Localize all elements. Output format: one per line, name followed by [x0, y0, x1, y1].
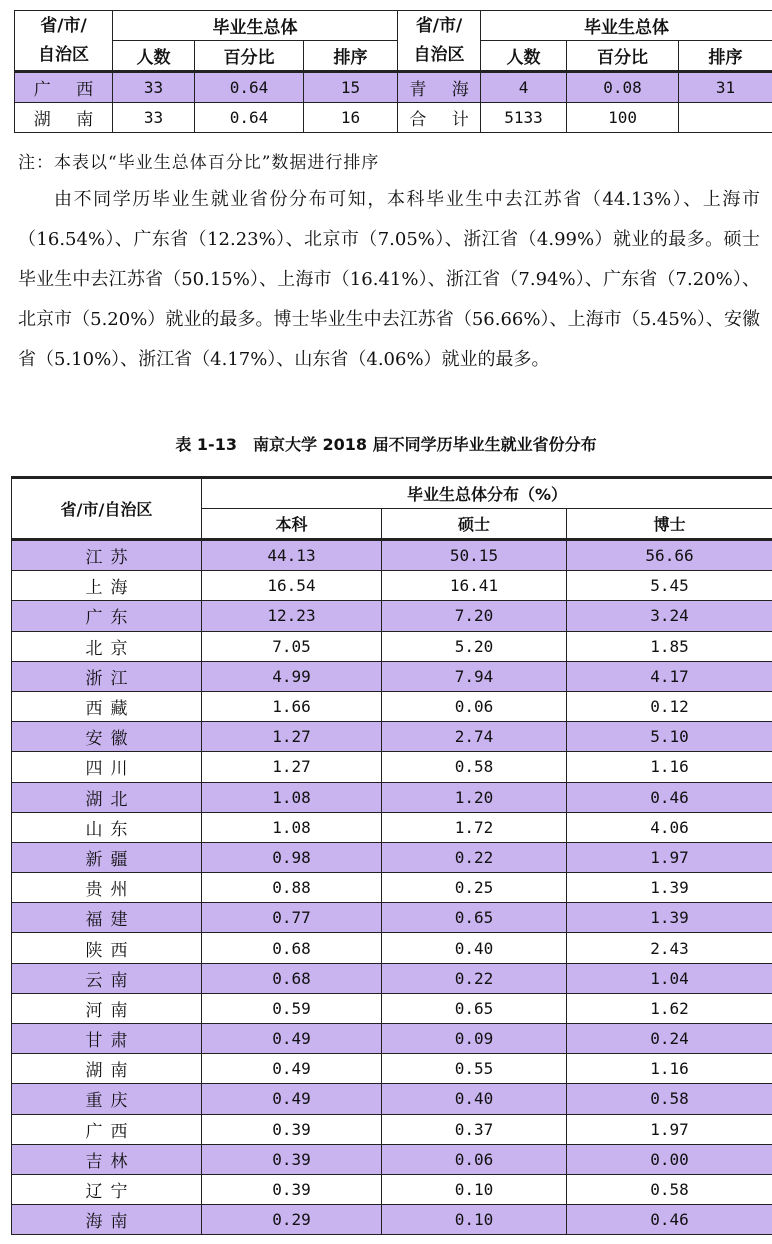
- master-cell: 0.40: [382, 933, 567, 963]
- region-cell: 广西: [12, 1114, 202, 1144]
- bachelor-cell: 7.05: [202, 631, 382, 661]
- bachelor-cell: 1.27: [202, 752, 382, 782]
- doctor-cell: 0.58: [567, 1084, 772, 1114]
- master-cell: 0.09: [382, 1024, 567, 1054]
- master-cell: 0.06: [382, 1144, 567, 1174]
- table-row: [12, 963, 772, 993]
- doctor-cell: 0.58: [567, 1174, 772, 1204]
- header-region-right: [398, 11, 481, 72]
- doctor-cell: 1.16: [567, 1054, 772, 1084]
- doctor-cell: 5.45: [567, 571, 772, 601]
- doctor-cell: 0.24: [567, 1024, 772, 1054]
- header-rank: 排序: [679, 41, 772, 72]
- count-cell: 33: [113, 103, 195, 133]
- header-region-line2: 自治区: [413, 44, 465, 65]
- header-group-left: 毕业生总体: [113, 11, 398, 41]
- bachelor-cell: 0.68: [202, 963, 382, 993]
- table-note: 注：本表以“毕业生总体百分比”数据进行排序: [18, 153, 380, 173]
- table-row: [12, 873, 772, 903]
- bachelor-cell: 0.68: [202, 933, 382, 963]
- bachelor-cell: 0.29: [202, 1205, 382, 1235]
- master-cell: 0.22: [382, 842, 567, 872]
- table-row: [12, 540, 772, 571]
- region-cell: 福建: [12, 903, 202, 933]
- master-cell: 0.40: [382, 1084, 567, 1114]
- rank-cell: 15: [304, 72, 398, 103]
- region-cell: 江苏: [12, 540, 202, 571]
- table-row: [15, 72, 772, 103]
- master-cell: 0.65: [382, 993, 567, 1023]
- doctor-cell: 1.39: [567, 873, 772, 903]
- bachelor-cell: 0.39: [202, 1114, 382, 1144]
- bachelor-cell: 1.27: [202, 722, 382, 752]
- master-cell: 0.22: [382, 963, 567, 993]
- master-cell: 5.20: [382, 631, 567, 661]
- table-row: [12, 752, 772, 782]
- table-row: [12, 933, 772, 963]
- doctor-cell: 0.46: [567, 1205, 772, 1235]
- bachelor-cell: 1.66: [202, 691, 382, 721]
- bachelor-cell: 0.98: [202, 842, 382, 872]
- doctor-cell: 1.04: [567, 963, 772, 993]
- region-cell: 四川: [12, 752, 202, 782]
- doctor-cell: 2.43: [567, 933, 772, 963]
- header-region-line1: 省/市/: [40, 15, 87, 36]
- header-region-line2: 自治区: [38, 44, 89, 65]
- master-cell: 0.37: [382, 1114, 567, 1144]
- bachelor-cell: 0.59: [202, 993, 382, 1023]
- header-doctor: 博士: [567, 509, 772, 540]
- table-row: [12, 903, 772, 933]
- doctor-cell: 56.66: [567, 540, 772, 571]
- doctor-cell: 0.12: [567, 691, 772, 721]
- table-row: [12, 1024, 772, 1054]
- bachelor-cell: 44.13: [202, 540, 382, 571]
- table-row: [12, 661, 772, 691]
- bachelor-cell: 0.49: [202, 1084, 382, 1114]
- header-percent: 百分比: [567, 41, 679, 72]
- total-label-cell: 合 计: [398, 103, 481, 133]
- doctor-cell: 1.16: [567, 752, 772, 782]
- doctor-cell: 1.85: [567, 631, 772, 661]
- province-distribution-table: [11, 476, 772, 1235]
- region-cell: 西藏: [12, 691, 202, 721]
- doctor-cell: 0.00: [567, 1144, 772, 1174]
- region-cell: 甘肃: [12, 1024, 202, 1054]
- region-cell: 上海: [12, 571, 202, 601]
- table-row: [12, 631, 772, 661]
- rank-cell: 31: [679, 72, 772, 103]
- total-rank-cell: [679, 103, 772, 133]
- region-cell: 吉林: [12, 1144, 202, 1174]
- header-percent: 百分比: [195, 41, 304, 72]
- region-cell: 湖南: [12, 1054, 202, 1084]
- table-row: [12, 1054, 772, 1084]
- header-count: 人数: [113, 41, 195, 72]
- doctor-cell: 1.97: [567, 1114, 772, 1144]
- master-cell: 2.74: [382, 722, 567, 752]
- bachelor-cell: 0.39: [202, 1144, 382, 1174]
- table-row: [12, 571, 772, 601]
- bachelor-cell: 0.49: [202, 1024, 382, 1054]
- header-count: 人数: [481, 41, 567, 72]
- master-cell: 0.55: [382, 1054, 567, 1084]
- count-cell: 4: [481, 72, 567, 103]
- table-row: [12, 601, 772, 631]
- region-cell: 湖北: [12, 782, 202, 812]
- table-row: [12, 842, 772, 872]
- percent-cell: 0.64: [195, 72, 304, 103]
- master-cell: 0.10: [382, 1174, 567, 1204]
- region-cell: 浙江: [12, 661, 202, 691]
- header-master: 硕士: [382, 509, 567, 540]
- table-row: [12, 691, 772, 721]
- master-cell: 7.94: [382, 661, 567, 691]
- master-cell: 1.72: [382, 812, 567, 842]
- doctor-cell: 5.10: [567, 722, 772, 752]
- header-region-left: [15, 11, 113, 72]
- bachelor-cell: 1.08: [202, 782, 382, 812]
- region-cell: 广东: [12, 601, 202, 631]
- region-cell: 陕西: [12, 933, 202, 963]
- doctor-cell: 4.17: [567, 661, 772, 691]
- doctor-cell: 3.24: [567, 601, 772, 631]
- bachelor-cell: 16.54: [202, 571, 382, 601]
- bachelor-cell: 1.08: [202, 812, 382, 842]
- table-row: [12, 782, 772, 812]
- table-row: [12, 1144, 772, 1174]
- master-cell: 0.06: [382, 691, 567, 721]
- header-group: 毕业生总体分布（%）: [202, 478, 772, 509]
- table-caption: 表 1-13 南京大学 2018 届不同学历毕业生就业省份分布: [175, 435, 597, 454]
- bachelor-cell: 0.49: [202, 1054, 382, 1084]
- header-region: 省/市/自治区: [12, 478, 202, 540]
- provinces-rank-table: [14, 10, 772, 133]
- doctor-cell: 1.39: [567, 903, 772, 933]
- table-row: [12, 812, 772, 842]
- region-cell: 新疆: [12, 842, 202, 872]
- header-group-right: 毕业生总体: [481, 11, 772, 41]
- region-cell: 北京: [12, 631, 202, 661]
- table-row: [15, 103, 772, 133]
- master-cell: 7.20: [382, 601, 567, 631]
- count-cell: 33: [113, 72, 195, 103]
- master-cell: 0.10: [382, 1205, 567, 1235]
- master-cell: 50.15: [382, 540, 567, 571]
- region-cell: 安徽: [12, 722, 202, 752]
- region-cell: 山东: [12, 812, 202, 842]
- table-row: [12, 1205, 772, 1235]
- master-cell: 1.20: [382, 782, 567, 812]
- rank-cell: 16: [304, 103, 398, 133]
- region-cell: 青 海: [398, 72, 481, 103]
- table-row: [12, 1114, 772, 1144]
- region-cell: 广 西: [15, 72, 113, 103]
- table-row: [12, 722, 772, 752]
- bachelor-cell: 0.88: [202, 873, 382, 903]
- doctor-cell: 1.62: [567, 993, 772, 1023]
- region-cell: 湖 南: [15, 103, 113, 133]
- master-cell: 0.65: [382, 903, 567, 933]
- master-cell: 0.58: [382, 752, 567, 782]
- region-cell: 海南: [12, 1205, 202, 1235]
- header-bachelor: 本科: [202, 509, 382, 540]
- bachelor-cell: 0.39: [202, 1174, 382, 1204]
- percent-cell: 0.64: [195, 103, 304, 133]
- total-percent-cell: 100: [567, 103, 679, 133]
- header-region-line1: 省/市/: [415, 15, 463, 36]
- doctor-cell: 4.06: [567, 812, 772, 842]
- table-row: [12, 1174, 772, 1204]
- header-rank: 排序: [304, 41, 398, 72]
- bachelor-cell: 4.99: [202, 661, 382, 691]
- region-cell: 河南: [12, 993, 202, 1023]
- region-cell: 辽宁: [12, 1174, 202, 1204]
- master-cell: 0.25: [382, 873, 567, 903]
- table-row: [12, 1084, 772, 1114]
- total-count-cell: 5133: [481, 103, 567, 133]
- bachelor-cell: 0.77: [202, 903, 382, 933]
- percent-cell: 0.08: [567, 72, 679, 103]
- body-paragraph: 由不同学历毕业生就业省份分布可知，本科毕业生中去江苏省（44.13%）、上海市（16.54%）、广东省（12.23%）、北京市（7.05%）、浙江省（4.99%）就业的最多。硕士毕业生中去江苏省（50.15%）、上海市（16.41%）、浙江省（7.94%）、广东省（7.20%）、北京市（5.20%）就业的最多。博士毕业生中去江苏省（56.66%）、上海市（5.45%）、安徽省（5.10%）、浙江省（4.17%）、山东省（4.06%）就业的最多。: [18, 189, 760, 370]
- region-cell: 云南: [12, 963, 202, 993]
- bachelor-cell: 12.23: [202, 601, 382, 631]
- region-cell: 重庆: [12, 1084, 202, 1114]
- table-row: [12, 993, 772, 1023]
- master-cell: 16.41: [382, 571, 567, 601]
- region-cell: 贵州: [12, 873, 202, 903]
- doctor-cell: 0.46: [567, 782, 772, 812]
- doctor-cell: 1.97: [567, 842, 772, 872]
